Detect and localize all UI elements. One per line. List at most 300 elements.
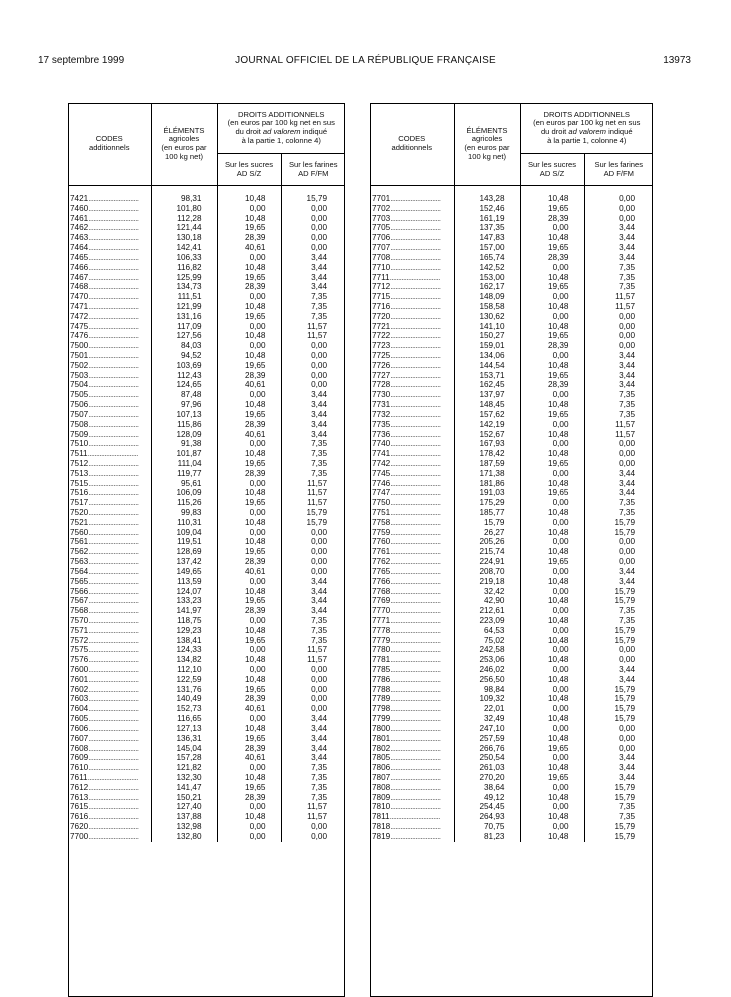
elements-value-cell: 32,49 (454, 714, 520, 724)
code-cell (68, 812, 151, 822)
sucres-value-cell: 10,48 (520, 763, 584, 773)
farines-value-cell: 7,35 (281, 783, 345, 793)
sucres-value-cell: 28,39 (217, 694, 281, 704)
table-row (370, 371, 653, 381)
table-row (68, 704, 345, 714)
sucres-value-cell: 10,48 (520, 528, 584, 538)
leader-dots: .............................. (88, 213, 139, 223)
leader-dots: .............................. (390, 223, 441, 233)
farines-value-cell: 3,44 (281, 577, 345, 587)
table-row (370, 479, 653, 489)
elements-value-cell: 116,82 (151, 263, 217, 273)
code-value: 7613 (70, 792, 89, 802)
farines-value-cell: 3,44 (584, 469, 653, 479)
code-value: 7701 (372, 194, 391, 203)
farines-value-cell: 3,44 (584, 223, 653, 233)
header-text-line: AD F/FM (298, 168, 329, 178)
header-text-line: 100 kg net) (468, 151, 506, 161)
code-value: 7602 (70, 684, 89, 694)
table-row (68, 636, 345, 646)
code-value: 7501 (70, 351, 89, 360)
leader-dots: .............................. (88, 439, 139, 449)
code-value: 7511 (70, 449, 88, 459)
table-row (370, 636, 653, 646)
code-cell (68, 302, 151, 312)
table-row (68, 577, 345, 587)
leader-dots: .............................. (88, 321, 139, 331)
leader-dots: .............................. (88, 341, 139, 351)
farines-value-cell: 3,44 (281, 400, 345, 410)
elements-value-cell: 261,03 (454, 763, 520, 773)
table-row (68, 459, 345, 469)
code-value: 7746 (372, 478, 391, 488)
farines-value-cell: 0,00 (584, 204, 653, 214)
sucres-value-cell: 10,48 (217, 331, 281, 341)
elements-value-cell: 94,52 (151, 351, 217, 361)
elements-value-cell: 97,96 (151, 400, 217, 410)
left-data-table (68, 103, 345, 842)
leader-dots: .............................. (390, 360, 441, 370)
sucres-value-cell: 0,00 (520, 587, 584, 597)
elements-value-cell: 127,13 (151, 724, 217, 734)
code-cell (68, 675, 151, 685)
farines-value-cell: 11,57 (281, 645, 345, 655)
code-value: 7798 (372, 704, 391, 714)
table-row (68, 645, 345, 655)
farines-value-cell: 7,35 (584, 282, 653, 292)
code-value: 7806 (372, 763, 391, 773)
code-cell (370, 341, 454, 351)
sucres-value-cell: 0,00 (217, 763, 281, 773)
sucres-value-cell: 0,00 (520, 626, 584, 636)
sucres-value-cell: 10,48 (217, 537, 281, 547)
elements-value-cell: 121,82 (151, 763, 217, 773)
leader-dots: .............................. (390, 311, 441, 321)
code-value: 7741 (372, 449, 391, 459)
sucres-value-cell: 0,00 (520, 645, 584, 655)
sucres-value-cell: 0,00 (520, 518, 584, 528)
code-value: 7728 (372, 380, 391, 390)
leader-dots: .............................. (88, 831, 139, 841)
elements-value-cell: 110,31 (151, 518, 217, 528)
table-row (68, 302, 345, 312)
elements-value-cell: 219,18 (454, 577, 520, 587)
elements-value-cell: 26,27 (454, 528, 520, 538)
code-value: 7810 (372, 802, 391, 812)
farines-value-cell: 15,79 (584, 694, 653, 704)
farines-value-cell: 15,79 (584, 636, 653, 646)
code-cell (370, 802, 454, 812)
elements-value-cell: 103,69 (151, 361, 217, 371)
code-value: 7750 (372, 498, 391, 508)
farines-value-cell: 11,57 (584, 292, 653, 302)
code-cell (370, 410, 454, 420)
code-cell (370, 793, 454, 803)
code-cell (68, 233, 151, 243)
farines-value-cell: 7,35 (281, 793, 345, 803)
table-row (68, 361, 345, 371)
elements-value-cell: 118,75 (151, 616, 217, 626)
code-value: 7807 (372, 772, 391, 782)
elements-value-cell: 137,42 (151, 557, 217, 567)
elements-value-cell: 140,49 (151, 694, 217, 704)
sucres-value-cell: 0,00 (217, 508, 281, 518)
sucres-value-cell: 10,48 (520, 596, 584, 606)
table-row (370, 734, 653, 744)
table-row (370, 616, 653, 626)
sucres-value-cell: 0,00 (520, 469, 584, 479)
code-value: 7801 (372, 733, 391, 743)
code-value: 7711 (372, 272, 390, 282)
farines-value-cell: 7,35 (281, 312, 345, 322)
farines-value-cell: 0,00 (281, 214, 345, 224)
code-cell (68, 469, 151, 479)
code-cell (68, 802, 151, 812)
leader-dots: .............................. (88, 527, 139, 537)
leader-dots: .............................. (88, 733, 139, 743)
table-row (68, 528, 345, 538)
leader-dots: .............................. (88, 331, 139, 341)
farines-value-cell: 0,00 (281, 822, 345, 832)
code-cell (370, 547, 454, 557)
farines-value-cell: 0,00 (584, 734, 653, 744)
table-row (370, 322, 653, 332)
table-row (370, 685, 653, 695)
farines-value-cell: 7,35 (584, 263, 653, 273)
code-value: 7779 (372, 635, 391, 645)
code-cell (68, 714, 151, 724)
table-row (370, 773, 653, 783)
elements-value-cell: 137,97 (454, 390, 520, 400)
code-value: 7570 (70, 615, 89, 625)
elements-value-cell: 157,62 (454, 410, 520, 420)
code-cell (68, 547, 151, 557)
farines-value-cell: 7,35 (584, 390, 653, 400)
code-value: 7769 (372, 596, 391, 606)
leader-dots: .............................. (88, 635, 139, 645)
droits-italic: ad valorem (568, 127, 606, 136)
sucres-value-cell: 40,61 (217, 243, 281, 253)
sucres-value-cell: 0,00 (520, 498, 584, 508)
table-row (370, 400, 653, 410)
leader-dots: .............................. (390, 498, 441, 508)
header-text-line: CODES (95, 134, 123, 144)
code-cell (68, 194, 151, 204)
sucres-value-cell: 0,00 (217, 822, 281, 832)
leader-dots: .............................. (390, 203, 441, 213)
code-value: 7818 (372, 822, 391, 831)
elements-value-cell: 98,31 (151, 194, 217, 204)
table-row (370, 655, 653, 665)
code-value: 7780 (372, 645, 391, 655)
leader-dots: .............................. (88, 537, 139, 547)
sucres-value-cell: 10,48 (217, 724, 281, 734)
leader-dots: .............................. (88, 498, 139, 508)
leader-dots: .............................. (88, 194, 139, 203)
sucres-value-cell: 10,48 (520, 655, 584, 665)
sucres-value-cell: 19,65 (520, 371, 584, 381)
table-row (370, 498, 653, 508)
table-row (370, 204, 653, 214)
droits-title: DROITS ADDITIONNELS (238, 109, 325, 119)
leader-dots: .............................. (389, 812, 440, 822)
sucres-value-cell: 0,00 (217, 322, 281, 332)
elements-value-cell: 250,54 (454, 753, 520, 763)
leader-dots: .............................. (88, 311, 139, 321)
code-value: 7503 (70, 370, 89, 380)
elements-value-cell: 254,45 (454, 802, 520, 812)
code-value: 7762 (372, 557, 391, 567)
table-row (370, 812, 653, 822)
farines-value-cell: 15,79 (281, 518, 345, 528)
code-value: 7778 (372, 625, 391, 635)
code-cell (370, 223, 454, 233)
sucres-value-cell: 10,48 (520, 233, 584, 243)
code-value: 7465 (70, 252, 89, 262)
code-value: 7611 (70, 772, 88, 782)
elements-column-header (151, 103, 217, 186)
code-cell (68, 763, 151, 773)
sucres-value-cell: 10,48 (520, 194, 584, 204)
code-value: 7515 (70, 478, 89, 488)
elements-value-cell: 141,97 (151, 606, 217, 616)
code-cell (370, 214, 454, 224)
droits-title: DROITS ADDITIONNELS (543, 109, 630, 119)
code-value: 7706 (372, 233, 391, 243)
table-row (68, 557, 345, 567)
sucres-value-cell: 19,65 (217, 410, 281, 420)
table-row (68, 802, 345, 812)
table-row (68, 596, 345, 606)
farines-value-cell: 0,00 (281, 557, 345, 567)
elements-value-cell: 38,64 (454, 783, 520, 793)
table-row (370, 469, 653, 479)
farines-value-cell: 15,79 (584, 793, 653, 803)
leader-dots: .............................. (88, 615, 139, 625)
leader-dots: .............................. (390, 527, 441, 537)
leader-dots: .............................. (88, 458, 139, 468)
farines-value-cell: 3,44 (281, 606, 345, 616)
code-cell (68, 734, 151, 744)
code-value: 7781 (372, 655, 391, 665)
header-text-line: AD S/Z (539, 168, 565, 178)
leader-dots: .............................. (88, 566, 139, 576)
elements-value-cell: 159,01 (454, 341, 520, 351)
leader-dots: .............................. (390, 665, 441, 674)
farines-value-cell: 11,57 (584, 302, 653, 312)
leader-dots: .............................. (87, 449, 138, 459)
table-row (68, 812, 345, 822)
leader-dots: .............................. (88, 390, 139, 400)
leader-dots: .............................. (390, 449, 441, 459)
code-value: 7572 (70, 635, 89, 645)
farines-value-cell: 7,35 (281, 459, 345, 469)
farines-value-cell: 3,44 (281, 744, 345, 754)
table-row (370, 223, 653, 233)
code-value: 7765 (372, 566, 391, 576)
leader-dots: .............................. (390, 508, 441, 517)
elements-value-cell: 253,06 (454, 655, 520, 665)
code-value: 7805 (372, 753, 391, 763)
elements-value-cell: 223,09 (454, 616, 520, 626)
farines-value-cell: 3,44 (281, 253, 345, 263)
farines-value-cell: 7,35 (584, 606, 653, 616)
code-value: 7715 (372, 292, 391, 302)
elements-value-cell: 98,84 (454, 685, 520, 695)
code-value: 7716 (372, 301, 391, 311)
elements-value-cell: 264,93 (454, 812, 520, 822)
leader-dots: .............................. (88, 488, 139, 498)
table-row (370, 763, 653, 773)
sucres-value-cell: 10,48 (520, 449, 584, 459)
farines-value-cell: 3,44 (584, 567, 653, 577)
farines-value-cell: 0,00 (584, 557, 653, 567)
leader-dots: .............................. (88, 203, 139, 213)
header-row (68, 103, 345, 154)
droits-line-2b: indiqué (605, 127, 633, 136)
header-text-line: ÉLÉMENTS (466, 125, 508, 135)
elements-value-cell: 141,47 (151, 783, 217, 793)
sucres-value-cell: 19,65 (520, 204, 584, 214)
table-row (370, 312, 653, 322)
elements-value-cell: 134,73 (151, 282, 217, 292)
elements-value-cell: 124,07 (151, 587, 217, 597)
sucres-value-cell: 10,48 (217, 655, 281, 665)
code-value: 7517 (70, 498, 89, 508)
code-cell (370, 439, 454, 449)
farines-value-cell: 0,00 (281, 694, 345, 704)
sucres-value-cell: 28,39 (217, 557, 281, 567)
code-cell (370, 734, 454, 744)
code-value: 7705 (372, 223, 391, 233)
table-row (370, 645, 653, 655)
sucres-value-cell: 0,00 (217, 577, 281, 587)
sucres-value-cell: 28,39 (217, 233, 281, 243)
table-row (68, 744, 345, 754)
table-row (370, 361, 653, 371)
farines-value-cell: 7,35 (584, 400, 653, 410)
code-value: 7505 (70, 390, 89, 400)
farines-value-cell: 3,44 (281, 753, 345, 763)
table-row (68, 753, 345, 763)
leader-dots: .............................. (87, 772, 138, 782)
code-value: 7563 (70, 557, 89, 567)
code-value: 7761 (372, 547, 391, 557)
code-value: 7510 (70, 439, 89, 449)
code-cell (68, 744, 151, 754)
code-cell (68, 282, 151, 292)
droits-line-2a: du droit (235, 127, 263, 136)
sucres-value-cell: 0,00 (520, 223, 584, 233)
farines-value-cell: 0,00 (584, 312, 653, 322)
table-row (68, 253, 345, 263)
code-value: 7605 (70, 714, 89, 724)
code-value: 7562 (70, 547, 89, 557)
elements-value-cell: 128,09 (151, 430, 217, 440)
code-value: 7421 (70, 194, 89, 203)
farines-value-cell: 3,44 (281, 734, 345, 744)
table-row (370, 783, 653, 793)
code-cell (370, 233, 454, 243)
code-cell (370, 390, 454, 400)
code-value: 7521 (70, 517, 89, 527)
table-row (370, 518, 653, 528)
leader-dots: .............................. (390, 831, 441, 841)
elements-value-cell: 147,83 (454, 233, 520, 243)
droits-italic: ad valorem (262, 127, 301, 136)
elements-value-cell: 95,61 (151, 479, 217, 489)
code-cell (370, 361, 454, 371)
code-cell (370, 753, 454, 763)
table-row (68, 233, 345, 243)
code-cell (370, 812, 454, 822)
sucres-value-cell: 40,61 (217, 704, 281, 714)
table-row (68, 214, 345, 224)
farines-value-cell: 7,35 (281, 469, 345, 479)
leader-dots: .............................. (88, 792, 139, 802)
droits-line-2b: indiqué (300, 127, 328, 136)
sucres-value-cell: 10,48 (520, 675, 584, 685)
code-cell (68, 528, 151, 538)
sucres-value-cell: 10,48 (217, 675, 281, 685)
sucres-value-cell: 0,00 (217, 616, 281, 626)
code-value: 7808 (372, 782, 391, 792)
table-row (68, 449, 345, 459)
leader-dots: .............................. (390, 674, 441, 684)
code-cell (370, 420, 454, 430)
header-text-line: ÉLÉMENTS (163, 125, 205, 135)
code-value: 7751 (372, 508, 391, 517)
farines-value-cell: 11,57 (281, 498, 345, 508)
farines-value-cell: 7,35 (584, 508, 653, 518)
code-value: 7702 (372, 203, 391, 213)
leader-dots: .............................. (88, 370, 139, 380)
elements-value-cell: 131,16 (151, 312, 217, 322)
code-value: 7707 (372, 243, 391, 253)
table-row (370, 822, 653, 832)
code-value: 7720 (372, 311, 391, 321)
leader-dots: .............................. (88, 508, 139, 517)
code-value: 7740 (372, 439, 391, 449)
table-row (68, 282, 345, 292)
table-row (68, 390, 345, 400)
elements-value-cell: 113,59 (151, 577, 217, 587)
code-cell (68, 312, 151, 322)
leader-dots: .............................. (390, 537, 441, 547)
code-value: 7561 (70, 537, 89, 547)
table-row (370, 665, 653, 675)
code-cell (68, 371, 151, 381)
leader-dots: .............................. (88, 351, 139, 360)
farines-value-cell: 0,00 (584, 439, 653, 449)
sucres-value-cell: 19,65 (520, 459, 584, 469)
elements-value-cell: 208,70 (454, 567, 520, 577)
droits-line-1: (en euros par 100 kg net en sus (533, 118, 641, 128)
elements-value-cell: 145,04 (151, 744, 217, 754)
elements-value-cell: 132,30 (151, 773, 217, 783)
code-cell (370, 616, 454, 626)
code-cell (370, 204, 454, 214)
leader-dots: .............................. (390, 213, 441, 223)
code-cell (68, 420, 151, 430)
right-data-table (370, 103, 653, 842)
farines-value-cell: 0,00 (281, 380, 345, 390)
header-text-line: (en euros par (161, 143, 207, 152)
code-cell (370, 724, 454, 734)
leader-dots: .............................. (390, 341, 441, 351)
code-cell (370, 675, 454, 685)
code-value: 7615 (70, 802, 89, 812)
